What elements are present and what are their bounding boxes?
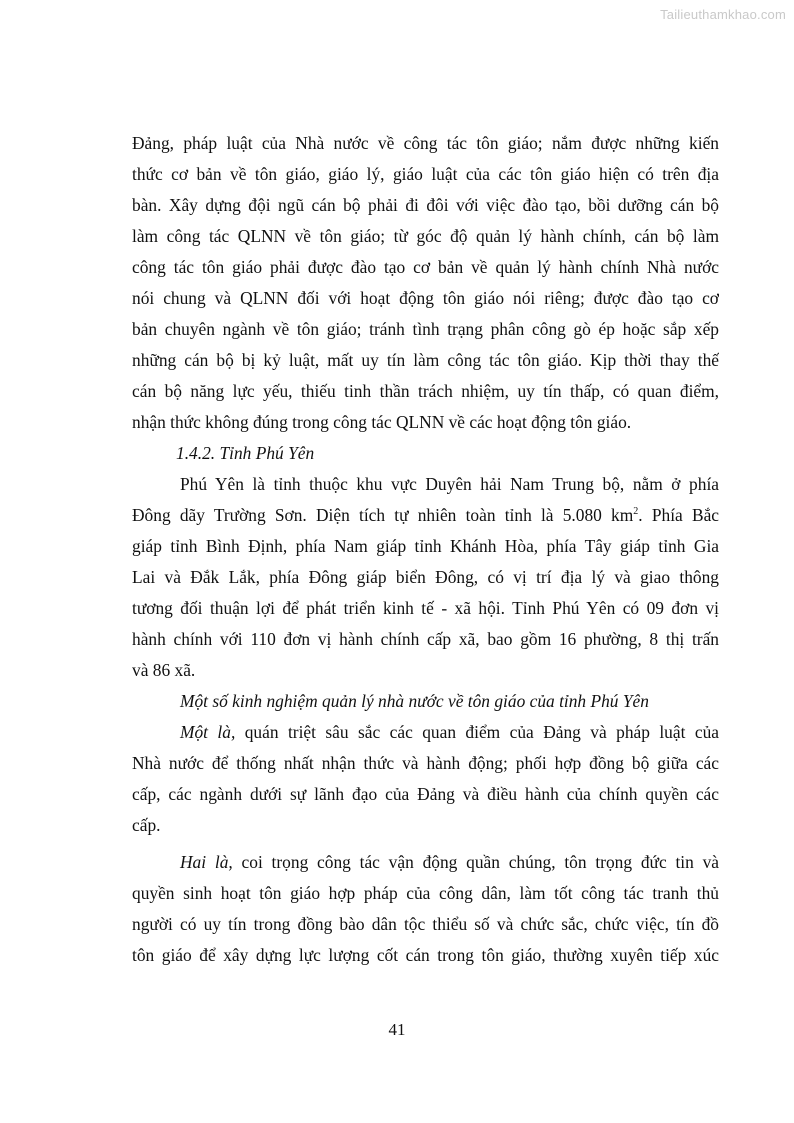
subheading: Một số kinh nghiệm quản lý nhà nước về tôn giáo của tỉnh Phú Yên: [180, 691, 649, 711]
text-segment: quán triệt sâu sắc các quan điểm của Đảng và pháp luật của: [235, 722, 719, 742]
text-segment: coi trọng công tác vận động quần chúng, tôn trọng đức tin và: [232, 852, 719, 872]
text-segment: Đông dãy Trường Sơn. Diện tích tự nhiên toàn tỉnh là 5.080 km: [132, 505, 634, 525]
text-line: tôn giáo để xây dựng lực lượng cốt cán trong tôn giáo, thường xuyên tiếp xúc: [132, 945, 719, 965]
text-line: thức cơ bản về tôn giáo, giáo lý, giáo luật của các tôn giáo hiện có trên địa: [132, 164, 719, 184]
document-body: [132, 128, 719, 971]
text-line: cấp, các ngành dưới sự lãnh đạo của Đảng và điều hành của chính quyền các: [132, 784, 719, 804]
paragraph-cadre-training: [132, 128, 719, 438]
text-line: nói chung và QLNN đối với hoạt động tôn giáo nói riêng; được đào tạo cơ: [132, 288, 719, 308]
text-line: cán bộ năng lực yếu, thiếu tinh thần trách nhiệm, uy tín thấp, có quan điểm,: [132, 381, 719, 401]
text-line: bàn. Xây dựng đội ngũ cán bộ phải đi đôi với việc đào tạo, bồi dưỡng cán bộ: [132, 195, 719, 215]
text-line: bản chuyên ngành về tôn giáo; tránh tình trạng phân công gò ép hoặc sắp xếp: [132, 319, 719, 339]
lesson-lead: Một là,: [180, 722, 236, 742]
watermark: Tailieuthamkhao.com: [660, 7, 786, 22]
text-line: [132, 717, 719, 748]
text-line: những cán bộ bị kỷ luật, mất uy tín làm công tác tôn giáo. Kịp thời thay thế: [132, 350, 719, 370]
text-line: công tác tôn giáo phải được đào tạo cơ bản về quản lý hành chính Nhà nước: [132, 257, 719, 277]
text-line: và 86 xã.: [132, 660, 196, 680]
text-line: nhận thức không đúng trong công tác QLNN về các hoạt động tôn giáo.: [132, 412, 632, 432]
text-line: [132, 847, 719, 878]
section-heading: 1.4.2. Tỉnh Phú Yên: [176, 443, 315, 463]
text-segment: . Phía Bắc: [638, 505, 719, 525]
text-line: hành chính với 110 đơn vị hành chính cấp xã, bao gồm 16 phường, 8 thị trấn: [132, 629, 719, 649]
text-line: cấp.: [132, 815, 161, 835]
text-line: người có uy tín trong đồng bào dân tộc thiểu số và chức sắc, chức việc, tín đồ: [132, 914, 719, 934]
text-line: [132, 500, 719, 531]
paragraph-phu-yen-overview: [132, 469, 719, 686]
text-line: tương đối thuận lợi để phát triển kinh tế - xã hội. Tỉnh Phú Yên có 09 đơn vị: [132, 598, 719, 618]
paragraph-lesson-two: [132, 847, 719, 971]
text-line: Đảng, pháp luật của Nhà nước về công tác tôn giáo; nắm được những kiến: [132, 133, 719, 153]
lesson-lead: Hai là,: [180, 852, 233, 872]
superscript: 2: [633, 506, 639, 517]
text-line: làm công tác QLNN về tôn giáo; từ góc độ quản lý hành chính, cán bộ làm: [132, 226, 719, 246]
text-line: giáp tỉnh Bình Định, phía Nam giáp tỉnh Khánh Hòa, phía Tây giáp tỉnh Gia: [132, 536, 719, 556]
text-line: Lai và Đắk Lắk, phía Đông giáp biển Đông, có vị trí địa lý và giao thông: [132, 567, 719, 587]
text-line: Nhà nước để thống nhất nhận thức và hành động; phối hợp đồng bộ giữa các: [132, 753, 719, 773]
paragraph-lesson-one: [132, 717, 719, 841]
page-number: 41: [388, 1020, 406, 1039]
text-line: Phú Yên là tỉnh thuộc khu vực Duyên hải Nam Trung bộ, nằm ở phía: [180, 474, 719, 494]
text-line: quyền sinh hoạt tôn giáo hợp pháp của công dân, làm tốt công tác tranh thủ: [132, 883, 719, 903]
